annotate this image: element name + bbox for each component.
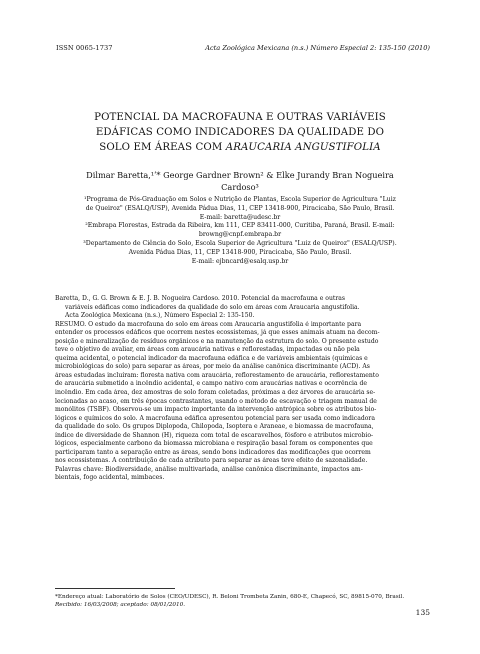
abstract-line: posição e mineralização de resíduos orgânicos e na manutenção da estrutura do solo. O presente estudo — [55, 337, 379, 345]
paper-title — [60, 110, 420, 155]
authors-block — [62, 170, 418, 193]
abstract-line: teve o objetivo de avaliar, em áreas com araucária nativas e reflorestadas, impactadas ou não pela — [55, 346, 360, 354]
affiliation-email: E-mail: ejbncard@esalq.usp.br — [191, 257, 289, 265]
title-line: POTENCIAL DA MACROFAUNA E OUTRAS VARIÁVEIS — [94, 112, 386, 123]
page-number: 135 — [415, 608, 430, 617]
abstract-line: lógicos, especialmente carbono da biomassa microbiana e respiração basal foram os componentes que — [55, 440, 373, 448]
abstract-line: lógicos e químicos do solo. A macrofauna edáfica apresentou potencial para ser usada como indicadora — [55, 414, 375, 422]
abstract-line: índice de diversidade de Shannon (H), riqueza com total de escaravelhos, fósforo e atributos microbio- — [55, 431, 374, 439]
keywords-line: bientais, fogo acidental, mimbaces. — [55, 474, 165, 482]
issn-header: ISSN 0065-1737 — [56, 44, 113, 52]
abstract-line: da qualidade do solo. Os grupos Diplopoda, Chilopoda, Isoptera e Araneae, e biomassa de macrofauna, — [55, 423, 374, 431]
journal-header: Acta Zoológica Mexicana (n.s.) Número Especial 2: 135-150 (2010) — [205, 44, 430, 52]
abstract-line: nos ecossistemas. A contribuição de cada atributo para separar as áreas teve efeito de sazonalidade. — [55, 457, 368, 465]
abstract-line: monólitos (TSBF). Observou-se um impacto importante da intervenção antrópica sobre os atributos bio- — [55, 406, 377, 414]
citation-line: Baretta, D., G. G. Brown & E. J. B. Nogueira Cardoso. 2010. Potencial da macrofauna e outras — [55, 295, 345, 302]
affiliation-email: E-mail: baretta@udesc.br — [199, 213, 281, 221]
affiliations-block — [56, 196, 424, 266]
keywords-line: Palavras chave: Biodiversidade, análise multivariada, análise canônica discriminante, impactos am- — [55, 465, 363, 473]
abstract-line: áreas estudadas incluíram: floresta nativa com araucária, reflorestamento de araucária, reflorestamento — [55, 371, 379, 379]
footnote-address: *Endereço atual: Laboratório de Solos (CEO/UDESC), R. Beloni Trombeta Zanin, 680-E, Chapecó, SC, 89815-070, Brasil. — [55, 594, 405, 600]
footnote — [55, 593, 433, 609]
affiliation-line: ³Departamento de Ciência do Solo, Escola Superior de Agricultura "Luiz de Queiroz" (ESALQ/USP). — [83, 239, 397, 247]
affiliation-email: browng@cnpf.embrapa.br — [198, 231, 282, 239]
abstract-line: lecionadas ao acaso, em três épocas contrastantes, usando o método de escavação e triagem manual de — [55, 397, 377, 405]
title-line: EDÁFICAS COMO INDICADORES DA QUALIDADE DO — [95, 127, 385, 138]
footnote-divider — [55, 588, 175, 589]
abstract-line: participaram tanto a separação entre as áreas, sendo bons indicadores das modificações que ocorrem — [55, 448, 371, 456]
species-name: ARAUCARIA ANGUSTIFOLIA — [225, 142, 381, 153]
title-line: SOLO EM ÁREAS COM ARAUCARIA ANGUSTIFOLIA — [99, 142, 381, 153]
affiliation-line: ²Embrapa Florestas, Estrada da Ribeira, km 111, CEP 83411-000, Curitiba, Paraná, Brasil. E-mail: — [85, 222, 395, 230]
citation-and-abstract — [55, 295, 433, 483]
affiliation-line: ¹Programa de Pós-Graduação em Solos e Nutrição de Plantas, Escola Superior de Agricultura "Luiz — [84, 196, 396, 203]
abstract-line: entender os processos edáficos que ocorrem nestes ecossistemas, já que esses animais atuam na decom- — [55, 329, 380, 337]
abstract-line: de araucária submetido a incêndio acidental, e campo nativo com araucárias nativas e ocorrência de — [55, 380, 368, 388]
authors-line: Dilmar Baretta,¹ʹ* George Gardner Brown² & Elke Jurandy Bran Nogueira — [86, 170, 394, 180]
abstract-line: queima acidental, o potencial indicador da macrofauna edáfica e de variáveis ambientais (químicas e — [55, 354, 368, 362]
authors-line: Cardoso³ — [221, 181, 259, 192]
citation-line: variáveis edáficas como indicadores da qualidade do solo em áreas com Araucaria angustifolia. — [65, 303, 360, 311]
footnote-dates: Recibido: 16/03/2008; aceptado: 08/01/2010. — [55, 602, 186, 608]
abstract-line: RESUMO. O estudo da macrofauna do solo em áreas com Araucaria angustifolia é importante para — [55, 320, 362, 328]
abstract-line: microbiológicas do solo) para separar as áreas, por meio da análise canônica discriminante (ACD). As — [55, 363, 370, 371]
affiliation-line: de Queiroz" (ESALQ/USP), Avenida Pádua Dias, 11, CEP 13418-900, Piracicaba, São Paulo, Brasil. — [85, 204, 395, 212]
affiliation-line: Avenida Pádua Dias, 11, CEP 13418-900, Piracicaba, São Paulo, Brasil. — [128, 248, 352, 256]
abstract-line: incêndio. Em cada área, dez amostras de solo foram coletadas, próximas a dez árvores de araucária se- — [55, 389, 376, 397]
citation-line: Acta Zoológica Mexicana (n.s.), Número Especial 2: 135-150. — [65, 312, 255, 320]
